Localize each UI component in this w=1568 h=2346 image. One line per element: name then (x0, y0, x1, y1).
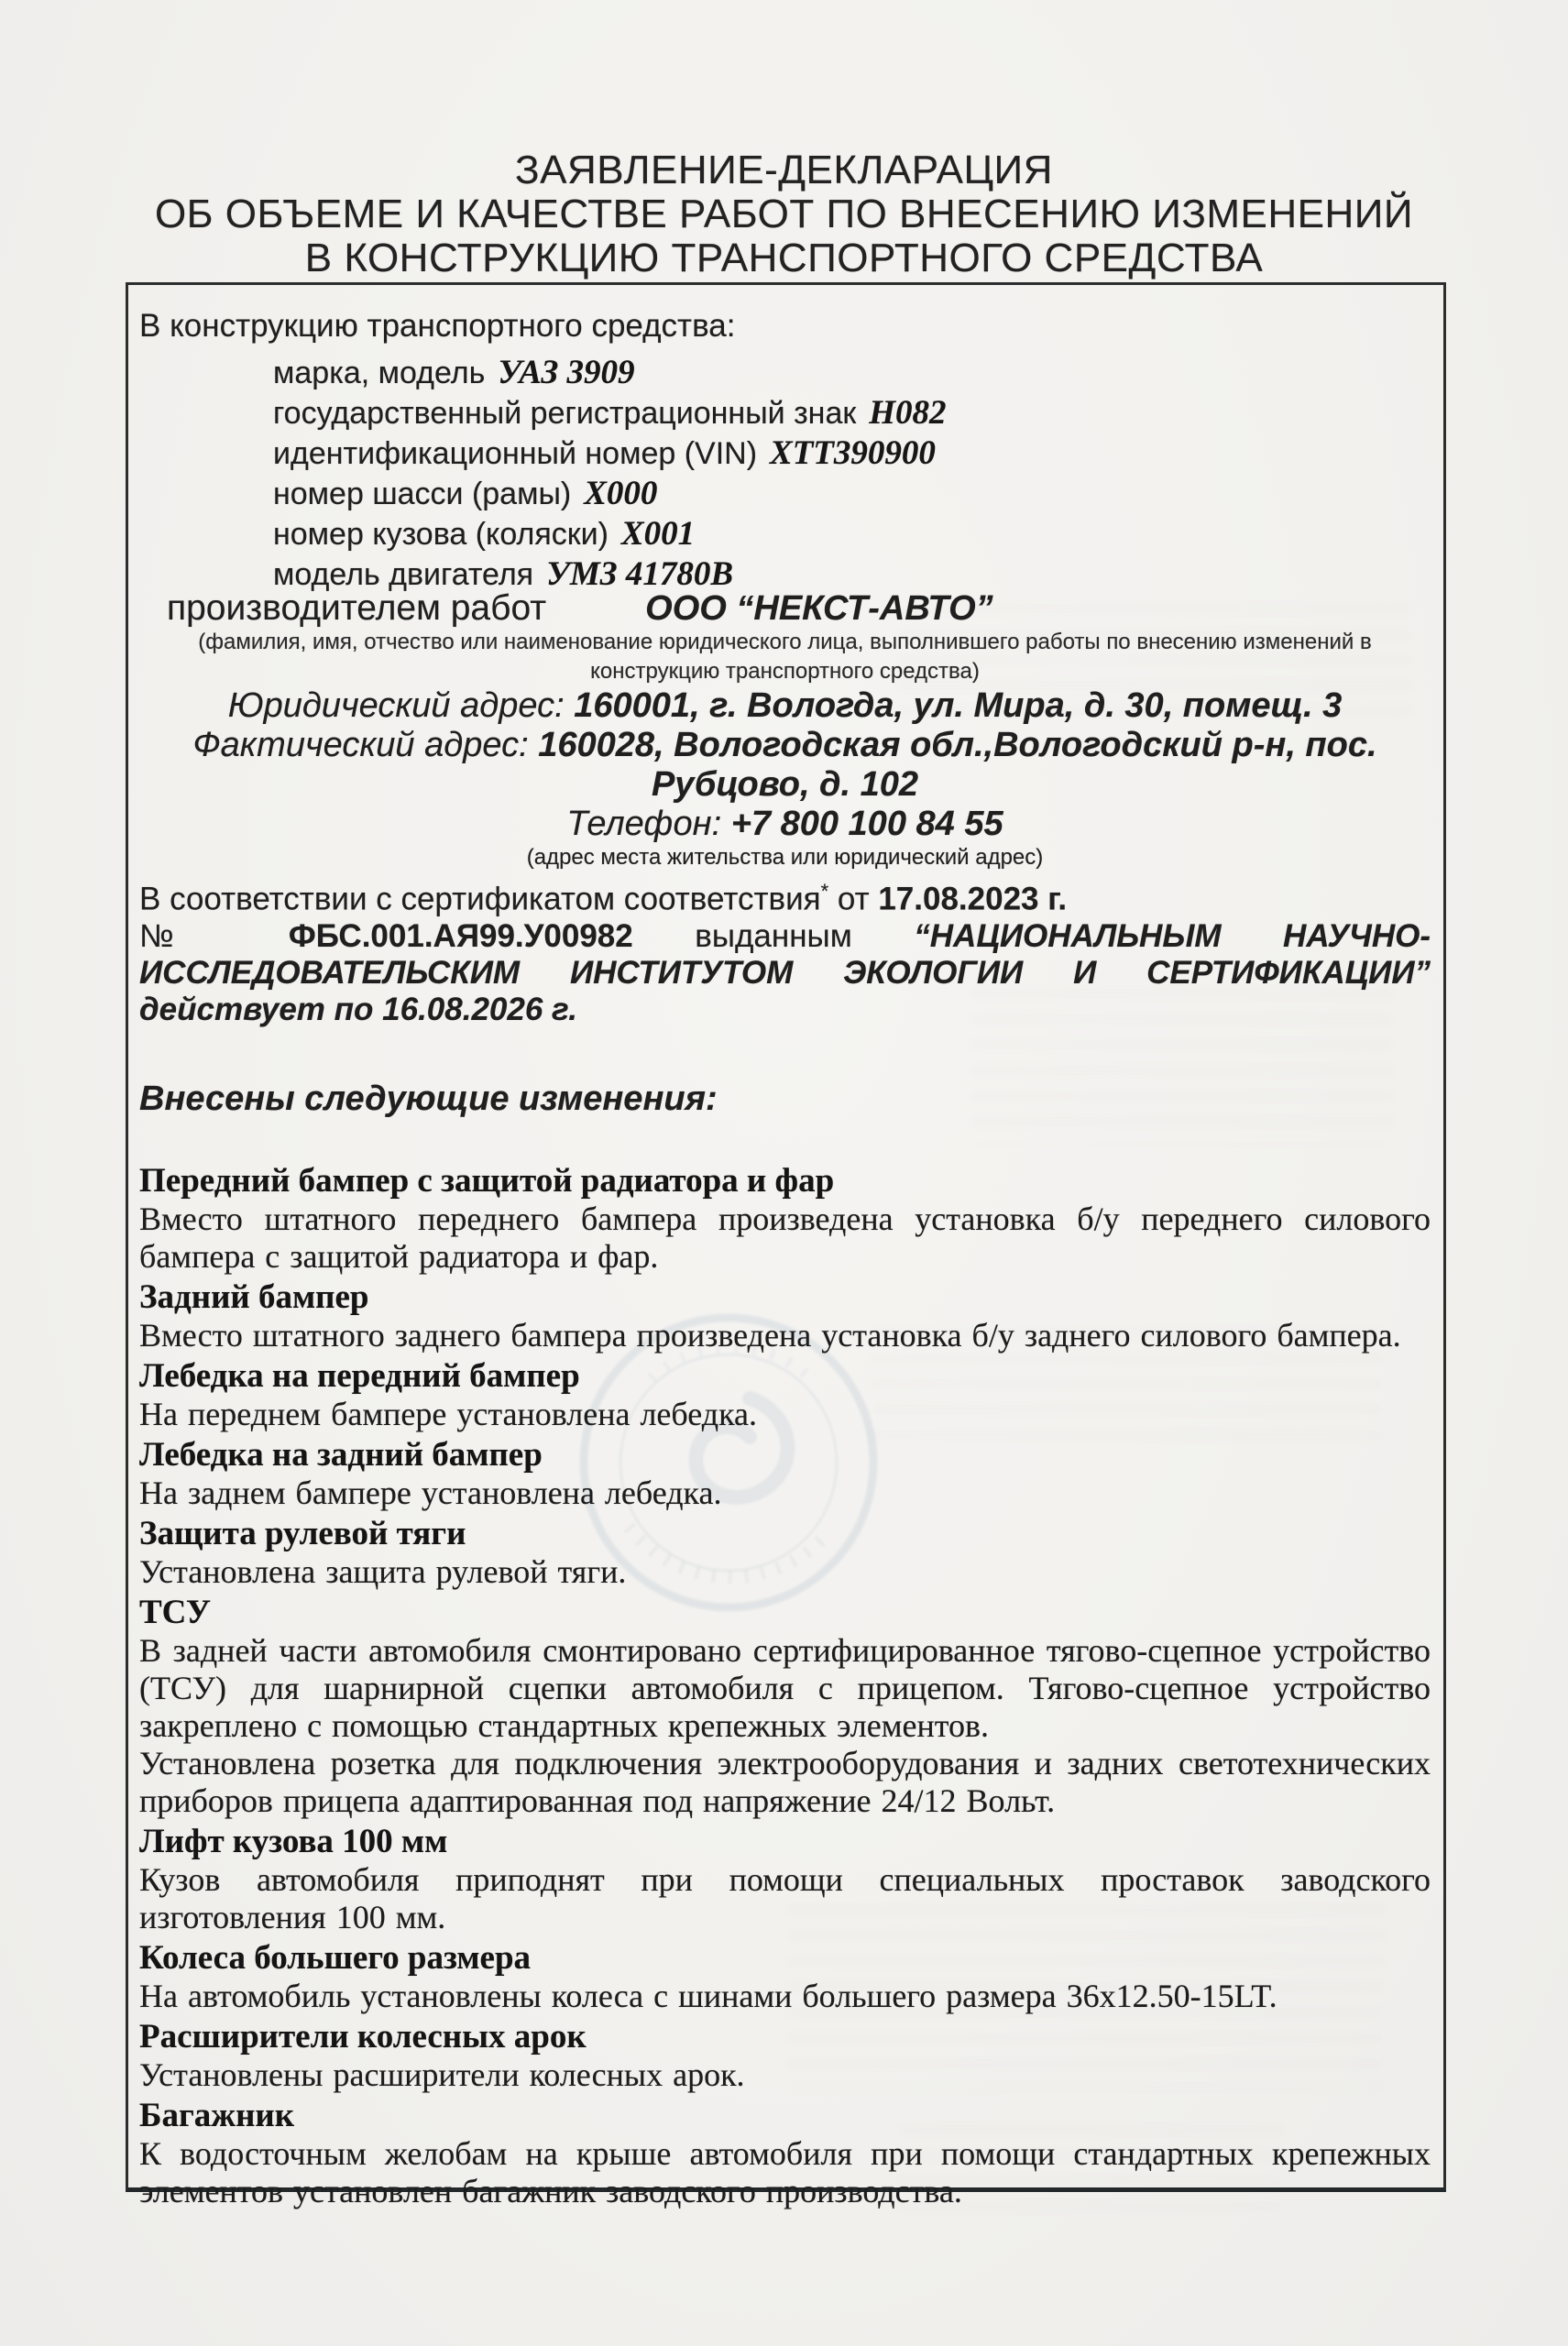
legal-address-label: Юридический адрес: (227, 686, 565, 725)
section-paragraph: Установлена розетка для подключения электрооборудования и задних светотехнических приборов прицепа адаптированная под напряжение 24/12 Вольт. (139, 1744, 1431, 1819)
vehicle-field-label: марка, модель (273, 356, 486, 390)
vehicle-field (273, 514, 1431, 554)
section-title: Колеса большего размера (139, 1938, 532, 1977)
section-title: Расширители колесных арок (139, 2017, 587, 2055)
legal-address-value: 160001, г. Вологда, ул. Мира, д. 30, помещ. 3 (574, 686, 1343, 725)
section-body (139, 2056, 1431, 2094)
address-note: (адрес места жительства или юридический адрес) (526, 845, 1044, 870)
section-paragraph: На переднем бампере установлена лебедка. (139, 1395, 757, 1432)
asterisk-mark: * (820, 880, 829, 903)
certificate-number: ФБС.001.АЯ99.У00982 (288, 917, 633, 954)
issuer-org-run-1: “НАЦИОНАЛЬНЫМ (914, 917, 1222, 954)
section-body (139, 1200, 1431, 1276)
vehicle-field-label: номер шасси (рамы) (273, 477, 572, 511)
change-section (139, 2097, 1431, 2210)
certificate-block (139, 873, 1431, 1028)
vehicle-field (273, 474, 1431, 514)
title-line-2: ОБ ОБЪЕМЕ И КАЧЕСТВЕ РАБОТ ПО ВНЕСЕНИЮ ИЗМЕНЕНИЙ (154, 192, 1414, 236)
document-title (0, 148, 1568, 280)
section-body (139, 1978, 1431, 2015)
changes-sections (139, 1162, 1431, 2210)
producer-note: (фамилия, имя, отчество или наименование юридического лица, выполнившего работы по внесению изменений в конструкцию транспортного средства) (198, 630, 1372, 684)
section-paragraph: На автомобиль установлены колеса с шинами большего размера 36x12.50-15LT. (139, 1977, 1277, 2014)
reg-no-sign: № (139, 917, 227, 954)
vehicle-field-value: УАЗ 3909 (498, 354, 635, 391)
change-section (139, 1162, 1431, 1276)
actual-address-label: Фактический адрес: (192, 726, 529, 764)
change-section (139, 2018, 1431, 2094)
section-paragraph: Вместо штатного переднего бампера произведена установка б/у переднего силового бампера с защитой радиатора и фар. (139, 1200, 1431, 1275)
certificate-line-1 (139, 873, 1431, 918)
issuer-org-run-2: НАУЧНО- (1283, 917, 1431, 954)
vehicle-field-value: ХТТ390900 (770, 434, 936, 472)
certificate-line-3 (139, 955, 1431, 992)
producer-label: производителем работ (167, 588, 547, 628)
certificate-prefix: В соответствии с сертификатом соответствия (139, 881, 821, 917)
actual-address-value-2: Рубцово, д. 102 (651, 765, 919, 804)
change-section (139, 1515, 1431, 1591)
declaration-box (126, 282, 1446, 2209)
section-body (139, 1632, 1431, 1820)
changes-heading: Внесены следующие изменения: (139, 1079, 718, 1118)
phone-value: +7 800 100 84 55 (730, 805, 1003, 843)
phone-label: Телефон: (566, 805, 722, 843)
vehicle-field (273, 433, 1431, 474)
certificate-from: от (828, 881, 879, 917)
certificate-date: 17.08.2023 г. (878, 881, 1068, 917)
vehicle-field-value: Х000 (584, 475, 658, 512)
vehicle-field (273, 393, 1431, 433)
section-title: ТСУ (139, 1593, 212, 1631)
change-section (139, 1594, 1431, 1820)
change-section (139, 1278, 1431, 1354)
section-title: Передний бампер с защитой радиатора и фар (139, 1161, 835, 1200)
section-title: Задний бампер (139, 1277, 369, 1316)
section-paragraph: Кузов автомобиля приподнят при помощи специальных проставок заводского изготовления 100 мм. (139, 1860, 1431, 1935)
change-section (139, 1939, 1431, 2015)
change-section (139, 1823, 1431, 1936)
title-line-1: ЗАЯВЛЕНИЕ-ДЕКЛАРАЦИЯ (515, 148, 1053, 192)
change-section (139, 1436, 1431, 1512)
section-paragraph: Вместо штатного заднего бампера произведена установка б/у заднего силового бампера. (139, 1316, 1401, 1354)
vehicle-field-label: номер кузова (коляски) (273, 517, 609, 552)
actual-address-line-2 (139, 765, 1431, 805)
vehicle-field-label: государственный регистрационный знак (273, 396, 857, 431)
section-title: Лебедка на передний бампер (139, 1356, 580, 1395)
phone-line (139, 805, 1431, 844)
section-title: Защита рулевой тяги (139, 1514, 466, 1552)
producer-line (167, 588, 1431, 628)
valid-until-date: 16.08.2026 г. (382, 991, 577, 1027)
vehicle-field-label: идентификационный номер (VIN) (273, 436, 758, 471)
issued-by-label: выданным (695, 917, 852, 954)
section-body (139, 1396, 1431, 1433)
producer-value: ООО “НЕКСТ-АВТО” (645, 589, 993, 628)
section-body (139, 2135, 1431, 2210)
section-body (139, 1861, 1431, 1936)
title-line-3: В КОНСТРУКЦИЮ ТРАНСПОРТНОГО СРЕДСТВА (304, 236, 1264, 280)
vehicle-field-label: модель двигателя (273, 557, 534, 592)
issuer-org-line-2: ИССЛЕДОВАТЕЛЬСКИМ ИНСТИТУТОМ ЭКОЛОГИИ И СЕРТИФИКАЦИИ” (139, 954, 1431, 991)
section-paragraph: Установлены расширители колесных арок. (139, 2055, 745, 2093)
certificate-line-4 (139, 992, 1431, 1028)
section-paragraph: К водосточным желобам на крыше автомобиля при помощи стандартных крепежных элементов установлен багажник заводского производства. (139, 2134, 1431, 2209)
section-body (139, 1317, 1431, 1354)
vehicle-field-value: Х001 (620, 515, 696, 553)
section-paragraph: На заднем бампере установлена лебедка. (139, 1474, 722, 1511)
section-paragraph: Установлена защита рулевой тяги. (139, 1552, 627, 1590)
actual-address-value: 160028, Вологодская обл.,Вологодский р-н, пос. (538, 726, 1377, 764)
vehicle-field-value: Н082 (869, 394, 947, 432)
change-section (139, 1357, 1431, 1433)
section-title: Лифт кузова 100 мм (139, 1822, 448, 1860)
section-title: Багажник (139, 2096, 295, 2134)
section-body (139, 1553, 1431, 1591)
certificate-line-2 (139, 918, 1431, 955)
legal-address-line (139, 686, 1431, 726)
vehicle-fields (273, 353, 1431, 595)
section-paragraph: В задней части автомобиля смонтировано сертифицированное тягово-сцепное устройство (ТСУ) для шарнирной сцепки автомобиля с прицепом. Тягово-сцепное устройство закреплено с помощью стандартных крепежных элементов. (139, 1631, 1431, 1744)
section-body (139, 1474, 1431, 1512)
vehicle-intro: В конструкцию транспортного средства: (139, 308, 736, 344)
valid-until-prefix: действует по (139, 991, 383, 1027)
vehicle-field-value: УМЗ 41780В (546, 555, 733, 593)
section-title: Лебедка на задний бампер (139, 1435, 543, 1474)
actual-address-line (139, 726, 1431, 765)
vehicle-field (273, 353, 1431, 393)
